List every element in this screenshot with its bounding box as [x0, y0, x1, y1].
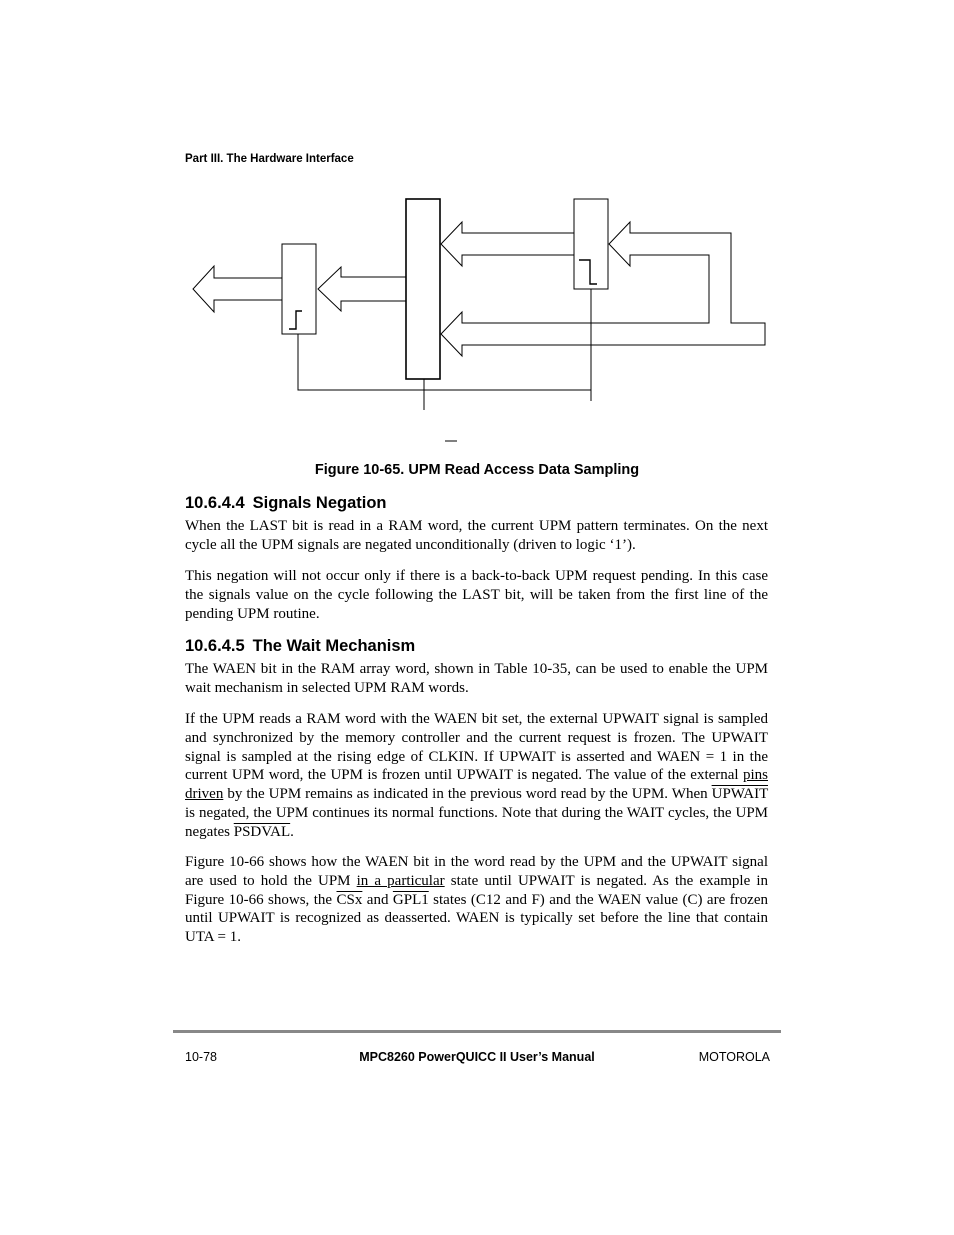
data-buffer [406, 199, 440, 379]
rising-edge-symbol [289, 311, 302, 329]
psdval-signal: PSDVAL [233, 823, 291, 840]
falling-edge-symbol [579, 260, 597, 284]
csx-signal: $\overline{CSx}$ [336, 891, 363, 908]
section-heading-wait-mechanism [185, 637, 415, 656]
figure-caption: Figure 10-65. UPM Read Access Data Sampling [314, 462, 640, 478]
clock-line [298, 289, 591, 390]
footer-rule [173, 1030, 781, 1033]
data-arrow-to-latch [318, 267, 406, 311]
section-number: 10.6.4.4 [185, 494, 245, 512]
section-title: The Wait Mechanism [252, 637, 416, 655]
company-name: MOTOROLA [698, 1050, 770, 1064]
paragraph: If the UPM reads a RAM word with the WAEN bit set, the external UPWAIT signal is sampled and synchronized by the memory controller and the current request is frozen. The UPWAIT signal is sampled at the rising edge of CLKIN. If UPWAIT is asserted and WAEN = 1 in the current UPM word, the UPM is frozen until UPWAIT is negated. The value of the external pins driven by the UPM remains as indicated in the previous word read by the UPM. When UPWAIT is negated, the UPM continues its normal functions. Note that during the WAIT cycles, the UPM negates PSDVAL. [185, 711, 768, 840]
right-latch [574, 199, 608, 289]
page-number: 10-78 [185, 1050, 217, 1064]
upper-data-arrow [441, 222, 574, 266]
manual-title: MPC8260 PowerQUICC II User’s Manual [359, 1050, 595, 1064]
figure-diagram [0, 0, 954, 460]
paragraph: This negation will not occur only if there is a back-to-back UPM request pending. In this case the signals value on the cycle following the LAST bit, will be taken from the first line of the pending UPM routine. [185, 568, 768, 622]
paragraph: When the LAST bit is read in a RAM word, the current UPM pattern terminates. On the next cycle all the UPM signals are negated unconditionally (driven to logic ‘1’). [185, 518, 768, 553]
section-title: Signals Negation [252, 494, 387, 512]
output-arrow [193, 266, 282, 312]
running-header: Part III. The Hardware Interface [185, 153, 354, 165]
left-latch [282, 244, 316, 334]
paragraph: The WAEN bit in the RAM array word, shown in Table 10-35, can be used to enable the UPM wait mechanism in selected UPM RAM words. [185, 661, 768, 696]
section-heading-signals-negation [185, 494, 387, 513]
section-number: 10.6.4.5 [185, 637, 245, 655]
paragraph: Figure 10-66 shows how the WAEN bit in the word read by the UPM and the UPWAIT signal are used to hold the UPM in a particular state until UPWAIT is negated. As the example in Figure 10-66 shows, the $\overline{CSx}$ and GPL1 states (C12 and F) and the WAEN value (C) are frozen until UPWAIT is recognized as deasserted. WAEN is typically set before the line that contain UTA = 1. [185, 854, 769, 946]
gpl1-signal: GPL1 [392, 891, 429, 908]
upwait-signal: UPWAIT [711, 786, 768, 803]
